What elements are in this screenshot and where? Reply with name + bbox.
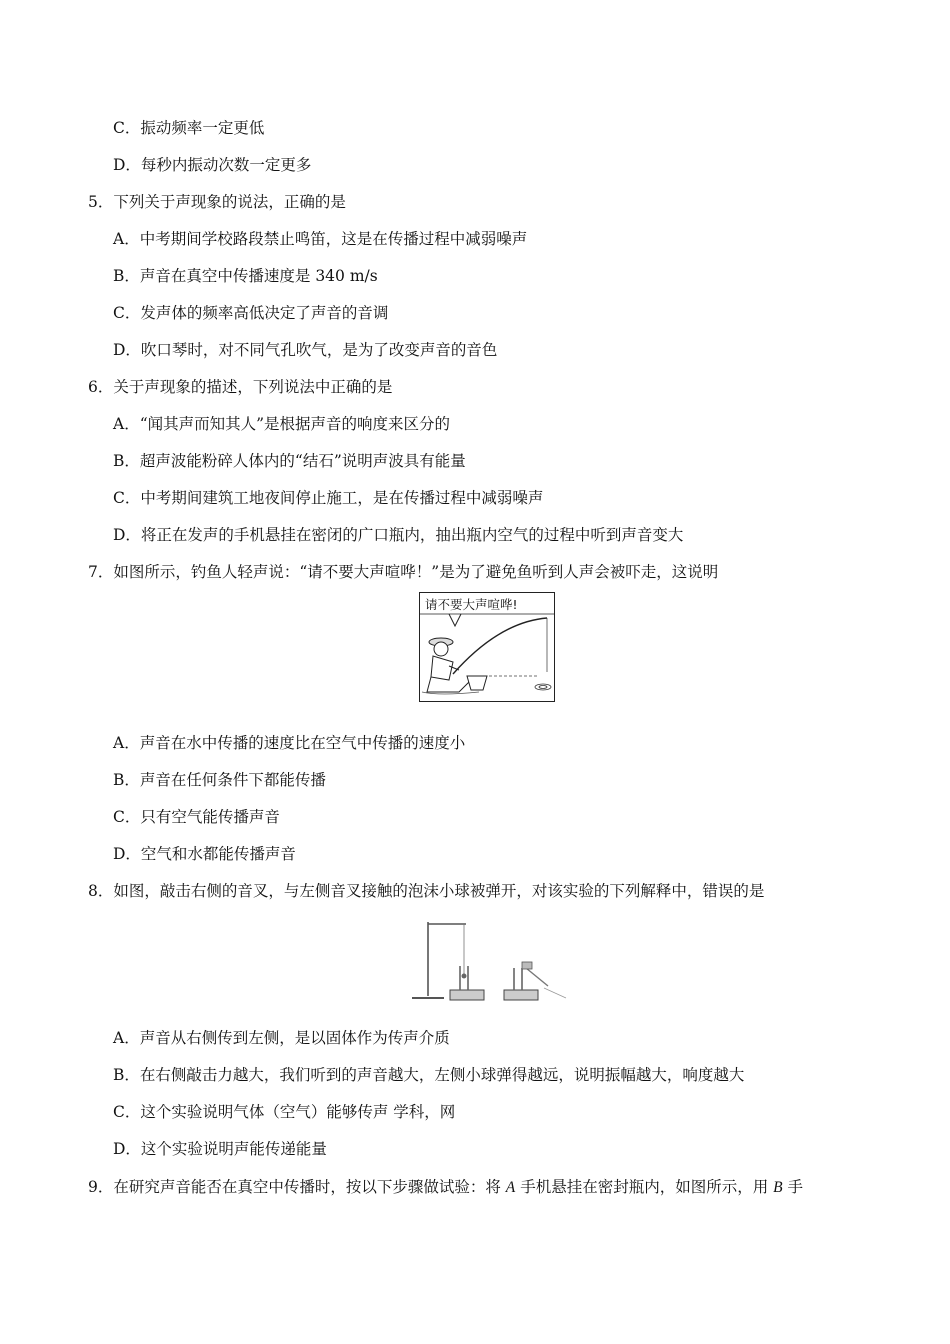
q9-phone-a: A	[505, 1179, 516, 1196]
q9-stem-part1: 9．在研究声音能否在真空中传播时，按以下步骤做试验：将	[88, 1178, 506, 1196]
q6-option-b: B．超声波能粉碎人体内的“结石”说明声波具有能量	[113, 452, 466, 470]
q7-option-a: A．声音在水中传播的速度比在空气中传播的速度小	[113, 734, 466, 752]
q4-option-c: C．振动频率一定更低	[113, 119, 265, 137]
q8-option-c: C．这个实验说明气体（空气）能够传声 学科，网	[113, 1103, 456, 1121]
q7-option-c: C．只有空气能传播声音	[113, 808, 280, 826]
q5-option-b: B．声音在真空中传播速度是 340 m/s	[113, 267, 378, 285]
q6-option-d: D．将正在发声的手机悬挂在密闭的广口瓶内，抽出瓶内空气的过程中听到声音变大	[113, 526, 684, 544]
q9-stem-part3: 手	[782, 1178, 804, 1196]
q6-option-c: C．中考期间建筑工地夜间停止施工，是在传播过程中减弱噪声	[113, 489, 544, 507]
q7-stem: 7．如图所示，钓鱼人轻声说：“请不要大声喧哗！”是为了避免鱼听到人声会被吓走，这说明	[88, 563, 719, 581]
speech-bubble-text: 请不要大声喧哗!	[425, 597, 518, 612]
tuning-fork-figure	[408, 916, 570, 1008]
q6-option-a: A．“闻其声而知其人”是根据声音的响度来区分的	[113, 415, 451, 433]
q8-option-a: A．声音从右侧传到左侧，是以固体作为传声介质	[113, 1029, 450, 1047]
q8-stem: 8．如图，敲击右侧的音叉，与左侧音叉接触的泡沫小球被弹开，对该实验的下列解释中，错误的是	[88, 882, 765, 900]
q5-stem: 5．下列关于声现象的说法，正确的是	[88, 193, 346, 211]
q6-stem: 6．关于声现象的描述，下列说法中正确的是	[88, 378, 393, 396]
q9-stem	[88, 1177, 803, 1198]
q9-stem-part2: 手机悬挂在密封瓶内，如图所示，用	[515, 1178, 774, 1196]
q5-option-c: C．发声体的频率高低决定了声音的音调	[113, 304, 389, 322]
q9-phone-b: B	[773, 1179, 783, 1196]
fishing-illustration	[419, 592, 555, 702]
fishing-figure	[419, 592, 555, 702]
q5-option-a: A．中考期间学校路段禁止鸣笛，这是在传播过程中减弱噪声	[113, 230, 528, 248]
q5-option-d: D．吹口琴时，对不同气孔吹气，是为了改变声音的音色	[113, 341, 498, 359]
q8-option-b: B．在右侧敲击力越大，我们听到的声音越大，左侧小球弹得越远，说明振幅越大，响度越大	[113, 1066, 745, 1084]
q7-option-d: D．空气和水都能传播声音	[113, 845, 296, 863]
q8-option-d: D．这个实验说明声能传递能量	[113, 1140, 327, 1158]
q7-option-b: B．声音在任何条件下都能传播	[113, 771, 326, 789]
q4-option-d: D．每秒内振动次数一定更多	[113, 156, 312, 174]
tuning-fork-illustration	[408, 916, 570, 1008]
